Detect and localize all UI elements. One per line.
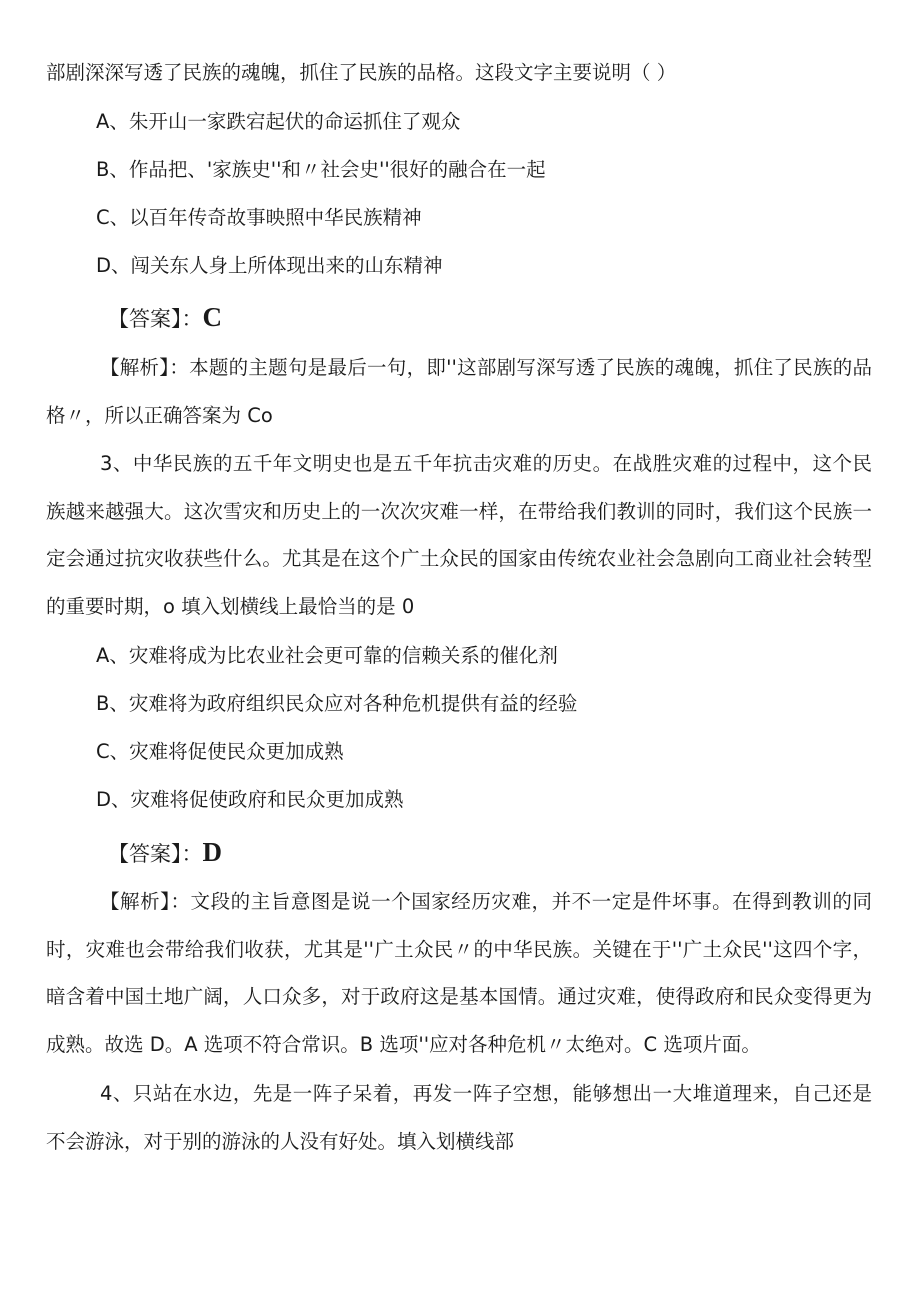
q3-option-b: B、灾难将为政府组织民众应对各种危机提供有益的经验: [96, 692, 578, 715]
q3-answer-label: 【答案】：: [108, 842, 203, 866]
q3-answer: [108, 836, 222, 870]
q3-answer-letter: D: [202, 837, 222, 867]
q2-option-c: C、以百年传奇故事映照中华民族精神: [96, 206, 422, 229]
q3-option-a: A、灾难将成为比农业社会更可靠的信赖关系的催化剂: [96, 644, 558, 667]
q3-analysis: 【解析】：文段的主旨意图是说一个国家经历灾难，并不一定是件坏事。在得到教训的同时，灾难也会带给我们收获，尤其是''广土众民〃的中华民族。关键在于''广土众民''这四个字，暗含着中国土地广阔，人口众多，对于政府这是基本国情。通过灾难，使得政府和民众变得更为成熟。故选 D。A 选项不符合常识。B 选项''应对各种危机〃太绝对。C 选项片面。: [46, 890, 872, 1056]
q2-stem-tail: 部剧深深写透了民族的魂魄，抓住了民族的品格。这段文字主要说明（ ）: [46, 61, 677, 84]
q2-analysis: 【解析】：本题的主题句是最后一句，即''这部剧写深写透了民族的魂魄，抓住了民族的品格〃，所以正确答案为 Co: [46, 356, 872, 427]
q4-stem: 4、只站在水边，先是一阵子呆着，再发一阵子空想，能够想出一大堆道理来，自己还是不会游泳，对于别的游泳的人没有好处。填入划横线部: [46, 1082, 872, 1153]
q2-option-d: D、闯关东人身上所体现出来的山东精神: [96, 254, 443, 277]
q2-answer: [108, 301, 222, 335]
q2-answer-letter: C: [202, 302, 222, 332]
q3-stem: 3、中华民族的五千年文明史也是五千年抗击灾难的历史。在战胜灾难的过程中，这个民族越来越强大。这次雪灾和历史上的一次次灾难一样，在带给我们教训的同时，我们这个民族一定会通过抗灾收获些什么。尤其是在这个广土众民的国家由传统农业社会急剧向工商业社会转型的重要时期，o 填入划横线上最恰当的是 0: [46, 452, 872, 618]
q3-option-c: C、灾难将促使民众更加成熟: [96, 740, 344, 763]
q2-answer-label: 【答案】：: [108, 307, 203, 331]
q2-option-a: A、朱开山一家跌宕起伏的命运抓住了观众: [96, 110, 461, 133]
q3-option-d: D、灾难将促使政府和民众更加成熟: [96, 788, 404, 811]
q2-option-b: B、作品把、'家族史''和〃社会史''很好的融合在一起: [96, 158, 546, 181]
